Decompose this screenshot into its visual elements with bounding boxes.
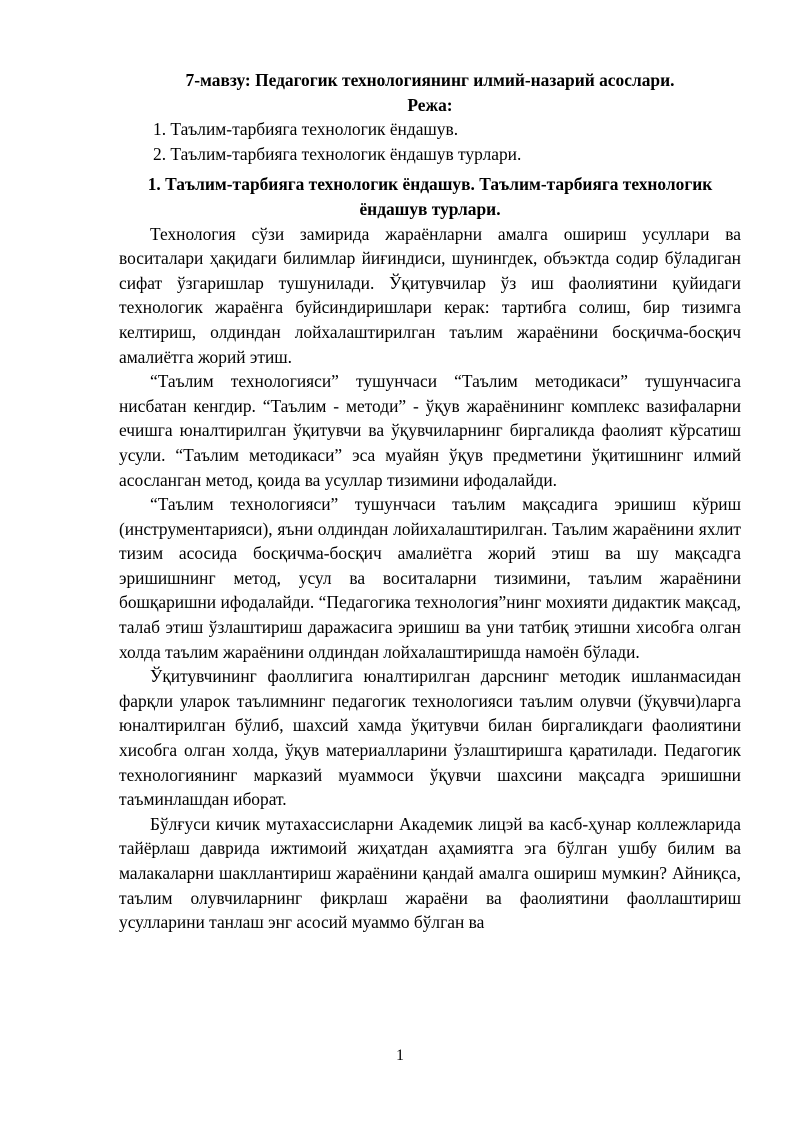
paragraph: Ўқитувчининг фаоллигига юналтирилган дарснинг методик ишланмасидан фарқли уларок таълимнинг педагогик технологияси таълим олувчи (ўқувчи)ларга юналтирилган бўлиб, шахсий хамда ўқитувчи билан биргаликдаги фаолиятини хисобга олган холда, ўқув материалларини ўзлаштиришга қаратилади. Педагогик технологиянинг марказий муаммоси ўқувчи шахсини мақсадга эришишни таъминлашдан иборат. [119,666,741,810]
plan-list [119,117,741,166]
section-heading: 1. Таълим-тарбияга технологик ёндашув. Таълим-тарбияга технологик ёндашув турлари. [147,174,713,219]
plan-item: 1. Таълим-тарбияга технологик ёндашув. [153,119,459,140]
document-page [119,68,741,935]
plan-item: 2. Таълим-тарбияга технологик ёндашув турлари. [153,143,522,164]
paragraph: Технология сўзи замирида жараёнларни амалга ошириш усуллари ва воситалари ҳақидаги билимлар йиғиндиси, шунингдек, объэктда содир бўладиган сифат ўзгаришлар тушунилади. Ўқитувчилар ўз иш фаолиятини қуйидаги технологик жараёнга буйсиндиришлари керак: тартибга солиш, бир тизимга келтириш, олдиндан лойхалаштирилган таълим жараёнини босқичма-босқич амалиётга жорий этиш. [119,223,741,367]
paragraph: “Таълим технологияси” тушунчаси таълим мақсадига эришиш кўриш (инструментарияси), яъни олдиндан лойихалаштирилган. Таълим жараёнини яхлит тизим асосида босқичма-босқич амалиётга жорий этиш ва шу мақсадга эришишнинг метод, усул ва воситаларни тизимини, таълим жараёнини бошқаришни ифодалайди. “Педагогика технология”нинг мохияти дидактик мақсад, талаб этиш ўзлаштириш даражасига эришиш ва уни татбиқ этишни хисобга олган холда таълим жараёнини олдиндан лойхалаштиришда намоён бўлади. [119,494,741,662]
topic-title: 7-мавзу: Педагогик технологиянинг илмий-назарий асослари. [185,70,675,90]
plan-title: Режа: [407,94,453,115]
paragraph: “Таълим технологияси” тушунчаси “Таълим методикаси” тушунчасига нисбатан кенгдир. “Таълим - методи” - ўқув жараёнининг комплекс вазифаларни ечишга юналтирилган ўқитувчи ва ўқувчиларнинг биргаликда фаолият кўрсатиш усули. “Таълим методикаси” эса муайян ўқув предметини ўқитишнинг илмий асосланган метод, қоида ва усуллар тизимини ифодалайди. [119,371,741,490]
page-number: 1 [396,1047,404,1064]
paragraph: Бўлғуси кичик мутахассисларни Академик лицэй ва касб-ҳунар коллежларида тайёрлаш даврида ижтимоий жиҳатдан аҳамиятга эга бўлган ушбу билим ва малакаларни шакллантириш жараёнини қандай амалга ошириш мумкин? Айниқса, таълим олувчиларнинг фикрлаш жараёни ва фаолиятини фаоллаштириш усулларини танлаш энг асосий муаммо бўлган ва [119,813,741,933]
